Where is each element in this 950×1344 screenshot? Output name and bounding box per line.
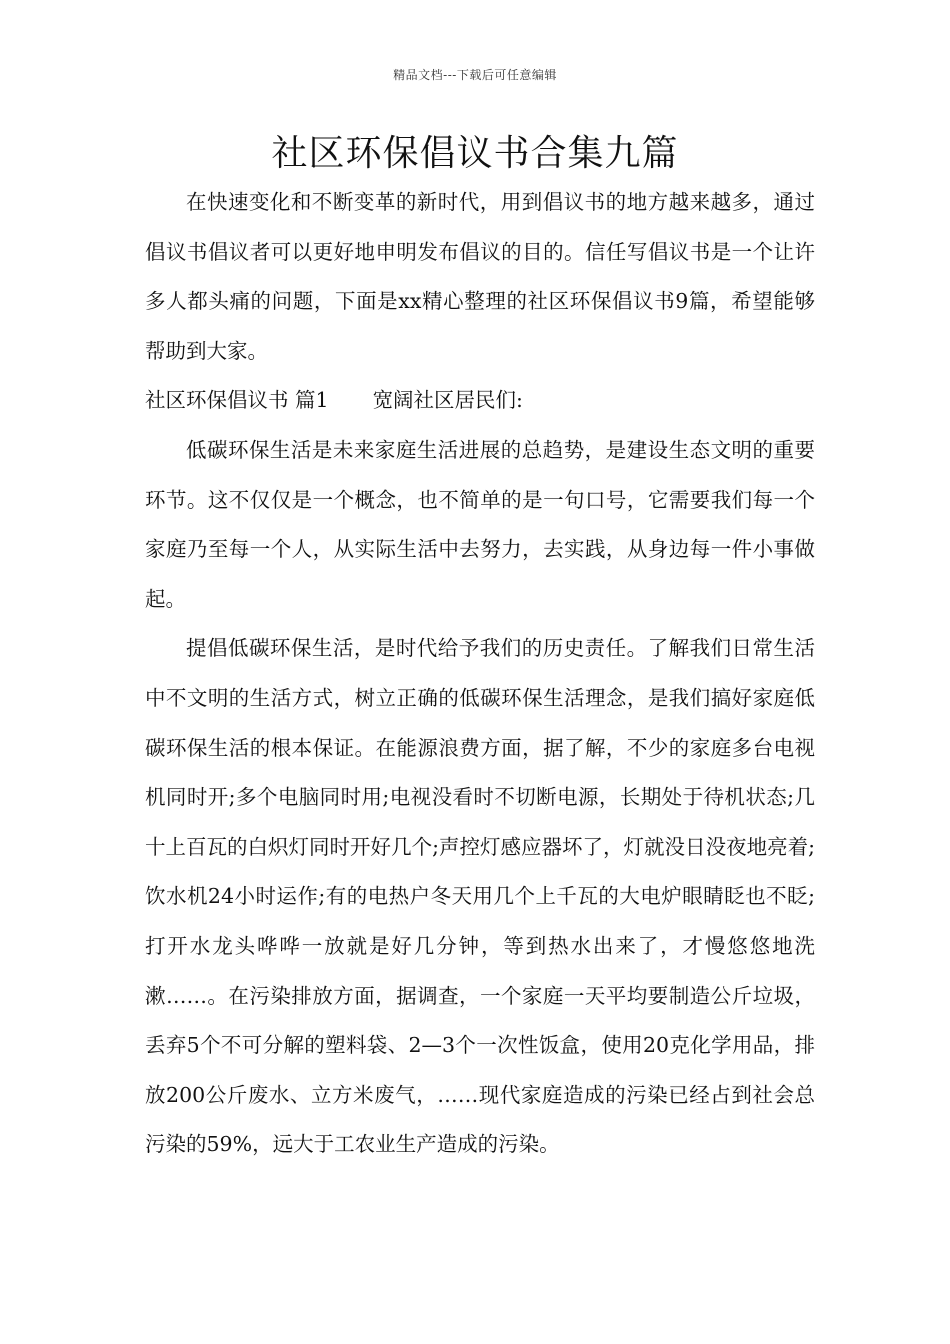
- salutation: 宽阔社区居民们:: [372, 388, 523, 413]
- body-paragraph-1: 低碳环保生活是未来家庭生活进展的总趋势，是建设生态文明的重要环节。这不仅仅是一个概念，也不简单的是一句口号，它需要我们每一个家庭乃至每一个人，从实际生活中去努力，去实践，从身边每一件小事做起。: [145, 437, 815, 611]
- intro-paragraph: 在快速变化和不断变革的新时代，用到倡议书的地方越来越多，通过倡议书倡议者可以更好地申明发布倡议的目的。信任写倡议书是一个让许多人都头痛的问题，下面是xx精心整理的社区环保倡议书9篇，希望能够帮助到大家。: [145, 190, 815, 363]
- document-title: 社区环保倡议书合集九篇: [271, 133, 679, 174]
- header-note: 精品文档---下载后可任意编辑: [393, 68, 557, 82]
- document-body: [145, 178, 815, 1170]
- section-heading: 社区环保倡议书 篇1: [145, 388, 329, 413]
- section-heading-line: [145, 376, 815, 426]
- body-paragraph-2: 提倡低碳环保生活，是时代给予我们的历史责任。了解我们日常生活中不文明的生活方式，树立正确的低碳环保生活理念，是我们搞好家庭低碳环保生活的根本保证。在能源浪费方面，据了解，不少的家庭多台电视机同时开;多个电脑同时用;电视没看时不切断电源，长期处于待机状态;几十上百瓦的白炽灯同时开好几个;声控灯感应器坏了，灯就没日没夜地亮着;饮水机24小时运作;有的电热户冬天用几个上千瓦的大电炉眼睛眨也不眨;打开水龙头哗哗一放就是好几分钟，等到热水出来了，才慢悠悠地洗漱……。在污染排放方面，据调查，一个家庭一天平均要制造公斤垃圾，丢弃5个不可分解的塑料袋、2—3个一次性饭盒，使用20克化学用品，排放200公斤废水、立方米废气，……现代家庭造成的污染已经占到社会总污染的59%，远大于工农业生产造成的污染。: [145, 636, 815, 1157]
